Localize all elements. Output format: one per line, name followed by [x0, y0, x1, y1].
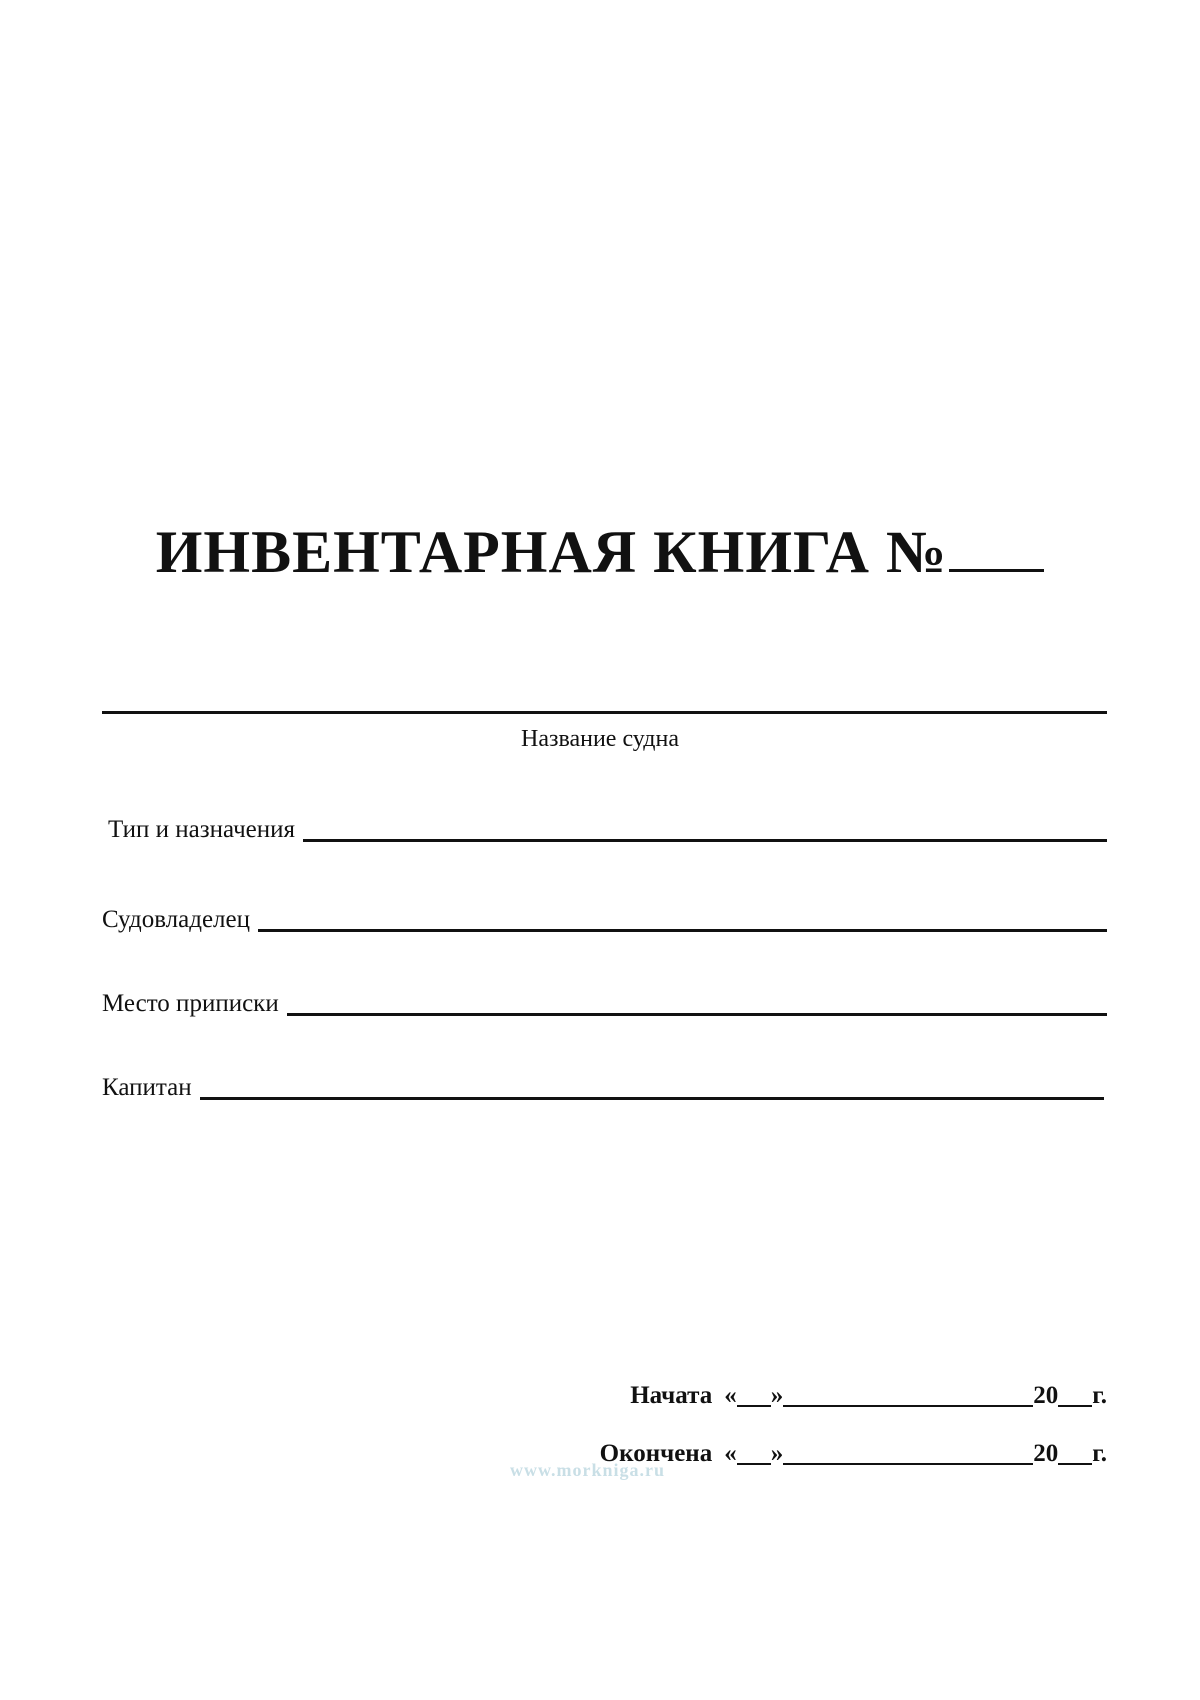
end-quote-open: « [724, 1440, 737, 1467]
ship-name-line[interactable] [102, 711, 1107, 714]
start-day-blank[interactable] [737, 1385, 771, 1407]
book-number-blank[interactable] [949, 519, 1044, 572]
title-text: ИНВЕНТАРНАЯ КНИГА № [155, 519, 948, 585]
start-quote-close: » [770, 1382, 784, 1409]
watermark: www.morkniga.ru [510, 1460, 666, 1480]
type-input-line[interactable] [303, 819, 1107, 842]
end-year-suffix: г. [1092, 1440, 1107, 1467]
end-day-blank[interactable] [737, 1443, 771, 1465]
owner-input-line[interactable] [258, 909, 1107, 932]
start-date-row [630, 1382, 1107, 1410]
start-date-label: Начата [630, 1382, 713, 1409]
end-date-label: Окончена [599, 1440, 713, 1467]
port-input-line[interactable] [287, 993, 1107, 1016]
type-label: Тип и назначения [108, 816, 296, 843]
end-year-blank[interactable] [1058, 1443, 1092, 1465]
start-month-blank[interactable] [783, 1385, 1033, 1407]
type-field [108, 816, 1107, 844]
ship-name-caption: Название судна [520, 726, 679, 752]
end-year-prefix: 20 [1033, 1440, 1059, 1467]
page-title [0, 518, 1200, 587]
owner-field [102, 906, 1107, 934]
end-date-row [600, 1440, 1107, 1468]
owner-label: Судовладелец [102, 906, 251, 933]
end-quote-close: » [770, 1440, 784, 1467]
captain-input-line[interactable] [200, 1077, 1104, 1100]
start-year-suffix: г. [1092, 1382, 1107, 1409]
start-quote-open: « [724, 1382, 737, 1409]
captain-field [102, 1074, 1104, 1102]
start-year-blank[interactable] [1058, 1385, 1092, 1407]
start-year-prefix: 20 [1033, 1382, 1059, 1409]
end-month-blank[interactable] [783, 1443, 1033, 1465]
port-field [102, 990, 1107, 1018]
captain-label: Капитан [102, 1074, 192, 1101]
port-label: Место приписки [102, 990, 279, 1017]
